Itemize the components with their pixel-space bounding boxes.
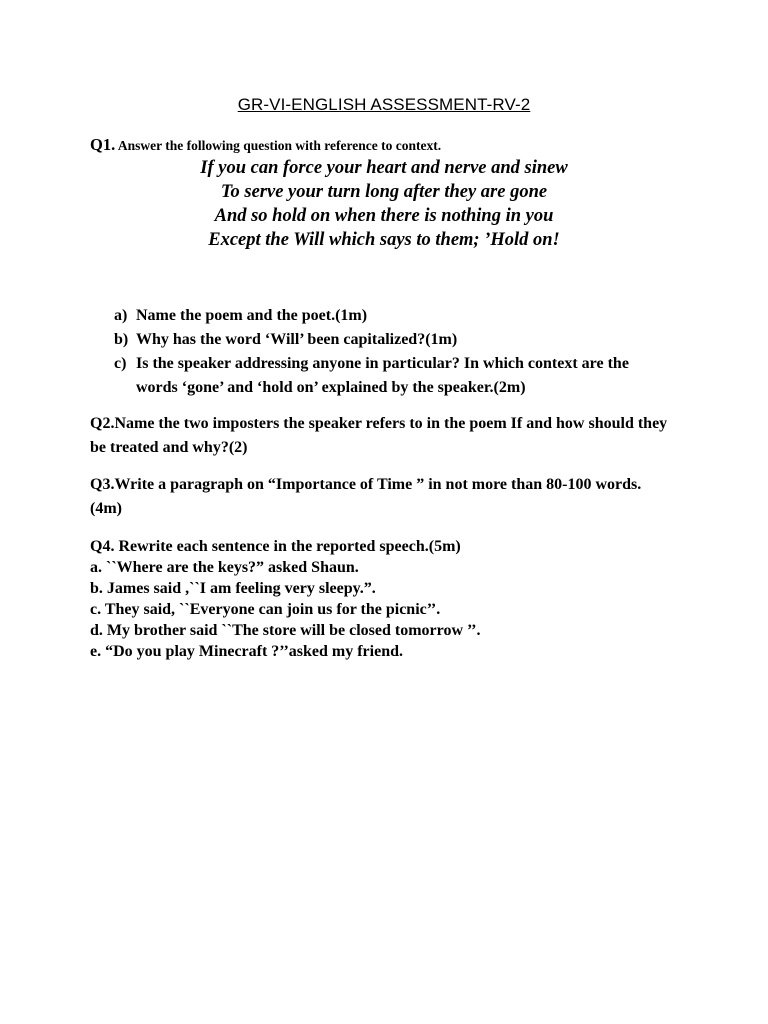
- sub-question-label: b): [114, 331, 129, 348]
- sub-question-a: [114, 304, 674, 328]
- poem-line: And so hold on when there is nothing in you: [214, 206, 554, 226]
- poem-excerpt: [0, 156, 768, 252]
- page-title: GR-VI-ENGLISH ASSESSMENT-RV-2: [237, 95, 531, 114]
- poem-line: Except the Will which says to them; ’Hold on!: [208, 230, 560, 250]
- q3-text: Q3.Write a paragraph on “Importance of Time ” in not more than 80-100 words.(4m): [90, 476, 642, 517]
- sub-question-text: Is the speaker addressing anyone in particular? In which context are the words ‘gone’ and ‘hold on’ explained by the speaker.(2m): [136, 355, 629, 396]
- sub-question-text: Why has the word ‘Will’ been capitalized?(1m): [136, 331, 458, 348]
- q4-item: b. James said ,``I am feeling very sleepy.”.: [90, 580, 376, 597]
- q4-section: [90, 536, 690, 662]
- poem-line: If you can force your heart and nerve and sinew: [200, 158, 568, 178]
- q4-item: a. ``Where are the keys?” asked Shaun.: [90, 559, 359, 576]
- q4-heading: Q4. Rewrite each sentence in the reported speech.(5m): [90, 538, 461, 555]
- sub-question-text: Name the poem and the poet.(1m): [136, 307, 368, 324]
- q1-instruction: Answer the following question with reference to context.: [117, 138, 442, 153]
- q1-number: Q1.: [90, 135, 116, 154]
- q4-item: d. My brother said ``The store will be closed tomorrow ’’.: [90, 622, 481, 639]
- q4-item: c. They said, ``Everyone can join us for the picnic’’.: [90, 601, 441, 618]
- sub-question-b: [114, 328, 674, 352]
- q4-item: e. “Do you play Minecraft ?’’asked my friend.: [90, 643, 403, 660]
- sub-question-label: a): [114, 307, 128, 324]
- poem-line: To serve your turn long after they are gone: [220, 182, 548, 202]
- sub-question-label: c): [114, 355, 127, 372]
- q1-sub-questions: [114, 304, 674, 400]
- q2-text: Q2.Name the two imposters the speaker refers to in the poem If and how should they be treated and why?(2): [90, 415, 668, 456]
- q1-heading: [90, 135, 441, 155]
- sub-question-c: [114, 352, 674, 400]
